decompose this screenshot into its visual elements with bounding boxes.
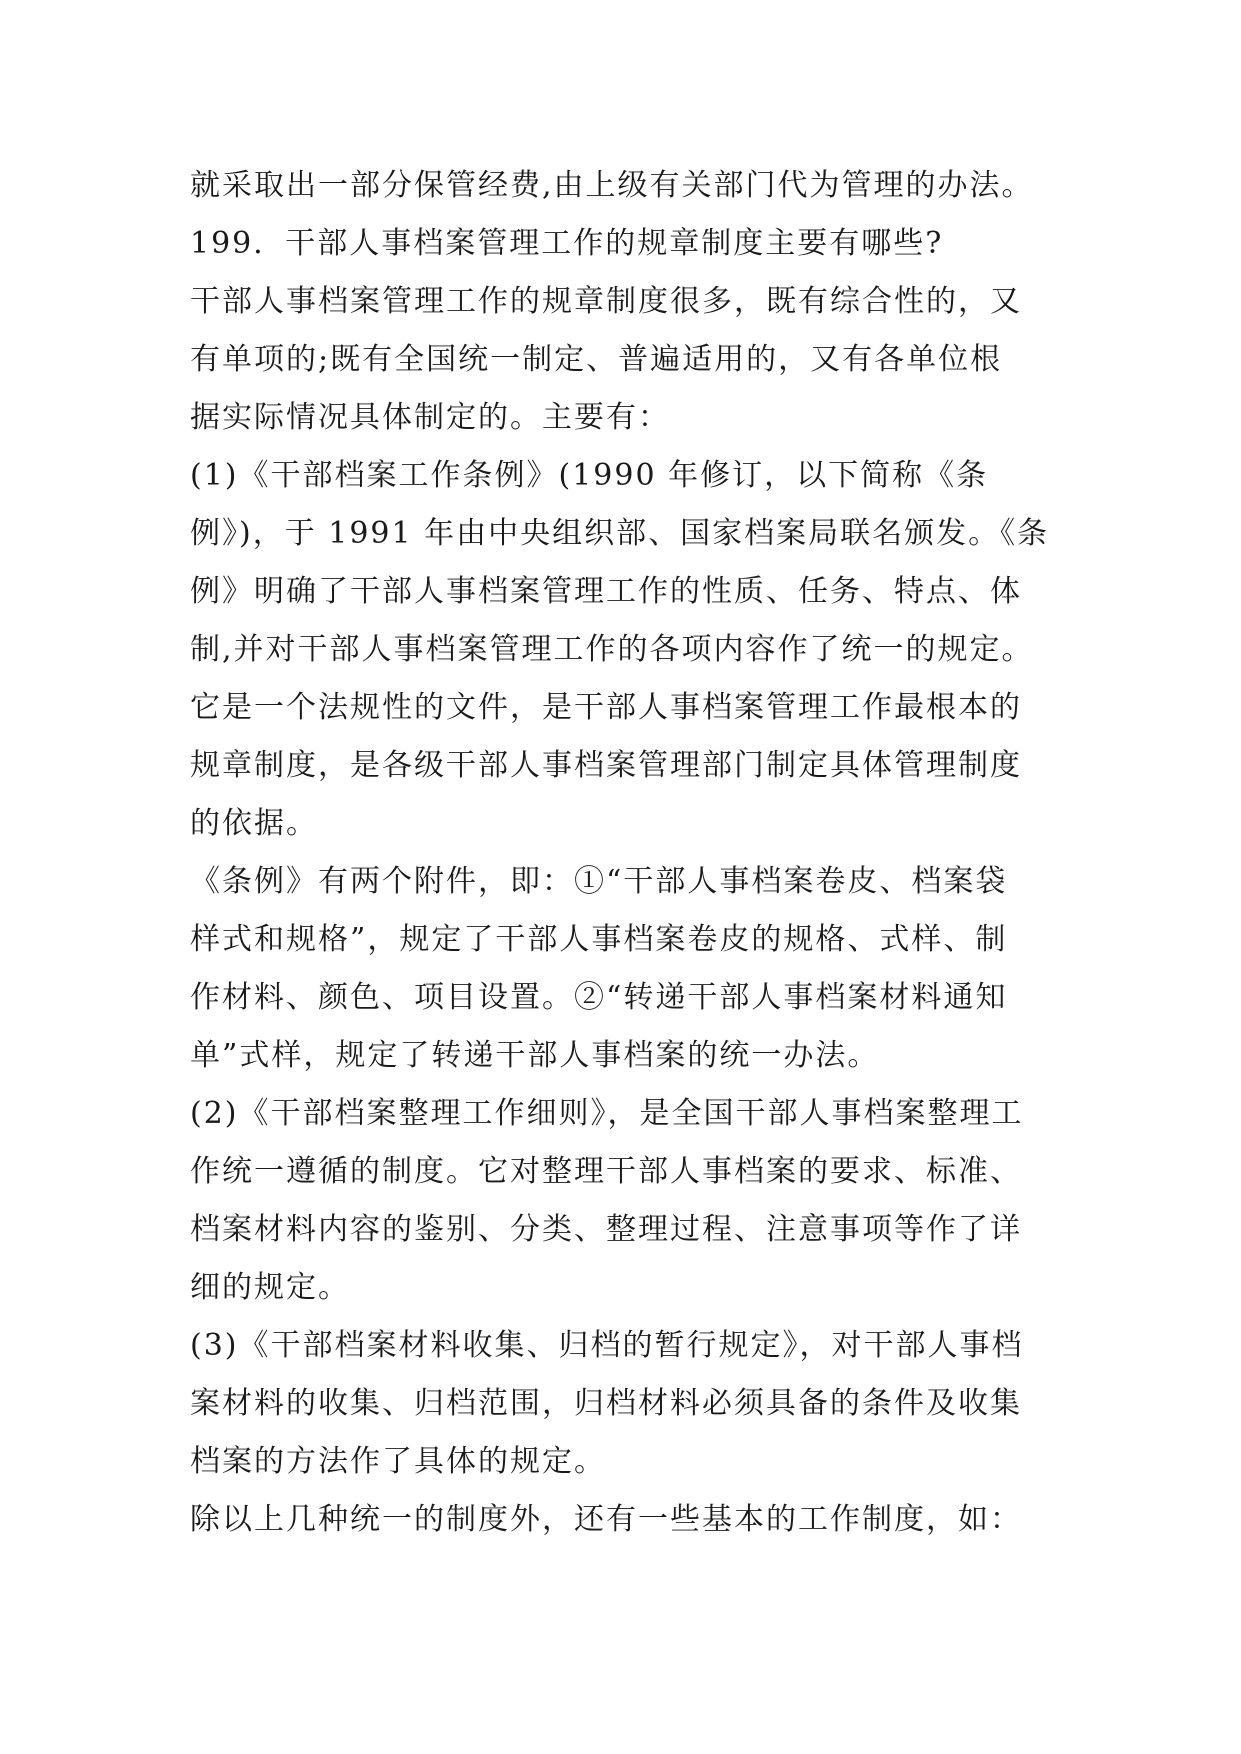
text-line: (1)《干部档案工作条例》(1990 年修订，以下简称《条 [190,458,989,493]
text-line: 据实际情况具体制定的。主要有： [190,400,670,435]
text-line: 样式和规格”，规定了干部人事档案卷皮的规格、式样、制 [190,922,1008,957]
text-line: 它是一个法规性的文件，是干部人事档案管理工作最根本的 [190,690,1022,725]
question-heading: 199．干部人事档案管理工作的规章制度主要有哪些? [190,226,944,261]
text-line: 细的规定。 [190,1270,350,1305]
text-line: 作统一遵循的制度。它对整理干部人事档案的要求、标准、 [190,1154,1022,1189]
text-line: 制,并对干部人事档案管理工作的各项内容作了统一的规定。 [190,632,1034,667]
text-line: 干部人事档案管理工作的规章制度很多，既有综合性的，又 [190,284,1022,319]
text-line: (3)《干部档案材料收集、归档的暂行规定》，对干部人事档 [190,1328,1024,1363]
text-line: 案材料的收集、归档范围，归档材料必须具备的条件及收集 [190,1386,1022,1421]
text-line: 有单项的;既有全国统一制定、普遍适用的，又有各单位根 [190,342,1003,377]
text-line: 档案材料内容的鉴别、分类、整理过程、注意事项等作了详 [190,1212,1022,1247]
text-line: 单”式样，规定了转递干部人事档案的统一办法。 [190,1038,880,1073]
text-line: 例》明确了干部人事档案管理工作的性质、任务、特点、体 [190,574,1022,609]
text-line: 例》)，于 1991 年由中央组织部、国家档案局联名颁发。《条 [190,516,1050,551]
text-line: 档案的方法作了具体的规定。 [190,1444,606,1479]
text-line: 《条例》有两个附件，即：①“干部人事档案卷皮、档案袋 [190,864,1008,899]
text-line: 除以上几种统一的制度外，还有一些基本的工作制度，如： [190,1502,1022,1537]
text-line: (2)《干部档案整理工作细则》，是全国干部人事档案整理工 [190,1096,1024,1131]
text-line: 就采取出一部分保管经费,由上级有关部门代为管理的办法。 [190,168,1034,203]
text-line: 的依据。 [190,806,318,841]
text-line: 规章制度，是各级干部人事档案管理部门制定具体管理制度 [190,748,1022,783]
text-line: 作材料、颜色、项目设置。②“转递干部人事档案材料通知 [190,980,1008,1015]
